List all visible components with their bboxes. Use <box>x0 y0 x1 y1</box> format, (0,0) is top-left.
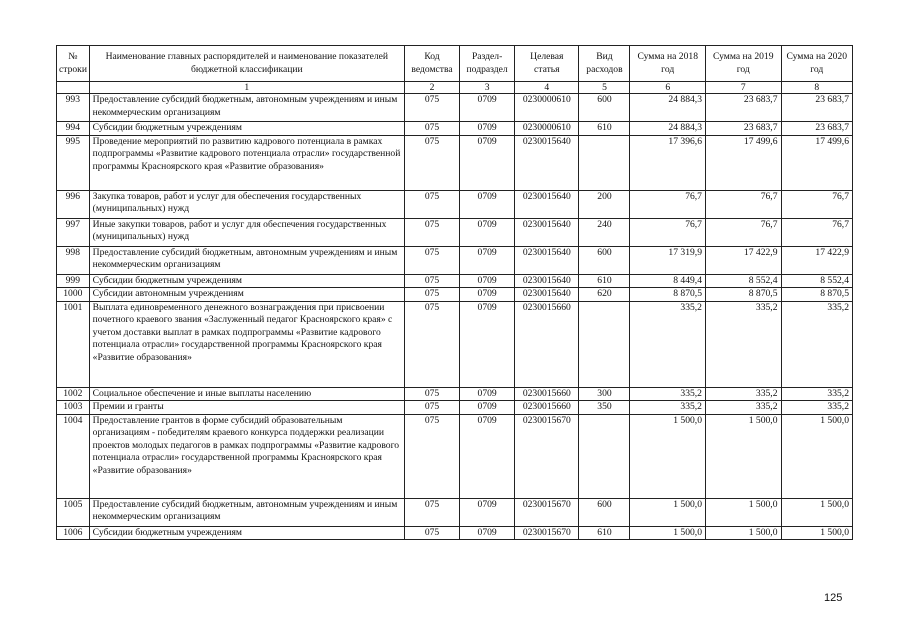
row-number: 997 <box>57 218 90 246</box>
row-sum-2019: 23 683,7 <box>705 122 781 136</box>
row-section: 0709 <box>460 498 515 526</box>
row-name: Предоставление субсидий бюджетным, автономным учреждениям и иным некоммерческим организациям <box>89 246 404 274</box>
row-number: 995 <box>57 135 90 190</box>
row-target: 0230015670 <box>515 498 579 526</box>
row-name: Предоставление субсидий бюджетным, автономным учреждениям и иным некоммерческим организациям <box>89 498 404 526</box>
row-sum-2019: 17 499,6 <box>705 135 781 190</box>
row-sum-2018: 1 500,0 <box>630 498 706 526</box>
row-sum-2019: 1 500,0 <box>705 498 781 526</box>
row-number: 1000 <box>57 288 90 302</box>
row-sum-2019: 335,2 <box>705 401 781 415</box>
row-number: 1005 <box>57 498 90 526</box>
row-sum-2018: 76,7 <box>630 190 706 218</box>
table-row <box>57 401 853 415</box>
row-sum-2018: 8 870,5 <box>630 288 706 302</box>
row-sum-2018: 335,2 <box>630 401 706 415</box>
row-section: 0709 <box>460 246 515 274</box>
row-exp-type <box>579 301 630 387</box>
row-section: 0709 <box>460 135 515 190</box>
row-sum-2019: 335,2 <box>705 301 781 387</box>
row-name: Субсидии автономным учреждениям <box>89 288 404 302</box>
row-sum-2020: 335,2 <box>781 401 853 415</box>
row-sum-2018: 1 500,0 <box>630 526 706 540</box>
row-target: 0230000610 <box>515 122 579 136</box>
row-sum-2018: 24 884,3 <box>630 122 706 136</box>
column-number: 4 <box>515 82 579 94</box>
column-number-row <box>57 82 853 94</box>
table-row <box>57 246 853 274</box>
row-exp-type: 600 <box>579 246 630 274</box>
row-name: Проведение мероприятий по развитию кадрового потенциала в рамках подпрограммы «Развитие кадрового потенциала отрасли» государственной программы Красноярского края «Развитие образования» <box>89 135 404 190</box>
row-exp-type: 620 <box>579 288 630 302</box>
row-exp-type: 300 <box>579 387 630 401</box>
row-sum-2020: 23 683,7 <box>781 122 853 136</box>
row-sum-2020: 1 500,0 <box>781 414 853 498</box>
header-section: Раздел-подраздел <box>460 46 515 82</box>
row-sum-2018: 24 884,3 <box>630 94 706 122</box>
column-number <box>57 82 90 94</box>
row-section: 0709 <box>460 414 515 498</box>
row-exp-type: 600 <box>579 498 630 526</box>
row-target: 0230015640 <box>515 288 579 302</box>
row-dept-code: 075 <box>404 414 459 498</box>
table-row <box>57 190 853 218</box>
row-exp-type: 600 <box>579 94 630 122</box>
header-target: Целевая статья <box>515 46 579 82</box>
row-dept-code: 075 <box>404 274 459 288</box>
row-target: 0230015660 <box>515 387 579 401</box>
row-target: 0230015640 <box>515 135 579 190</box>
row-target: 0230015660 <box>515 301 579 387</box>
row-dept-code: 075 <box>404 288 459 302</box>
row-number: 1003 <box>57 401 90 415</box>
row-target: 0230015660 <box>515 401 579 415</box>
row-name: Субсидии бюджетным учреждениям <box>89 122 404 136</box>
row-target: 0230015670 <box>515 526 579 540</box>
header-dept-code: Код ведомства <box>404 46 459 82</box>
header-exp-type: Вид расходов <box>579 46 630 82</box>
header-row-number: № строки <box>57 46 90 82</box>
row-name: Предоставление грантов в форме субсидий образовательным организациям - победителям краевого конкурса поддержки реализации проектов молодых педагогов в рамках подпрограммы «Развитие кадрового потенциала отрасли» государственной программы Красноярского края «Развитие образования» <box>89 414 404 498</box>
row-exp-type <box>579 414 630 498</box>
row-dept-code: 075 <box>404 401 459 415</box>
row-exp-type: 350 <box>579 401 630 415</box>
row-target: 0230015640 <box>515 246 579 274</box>
table-row <box>57 387 853 401</box>
row-sum-2020: 1 500,0 <box>781 498 853 526</box>
column-number: 1 <box>89 82 404 94</box>
row-sum-2019: 335,2 <box>705 387 781 401</box>
budget-table <box>56 45 853 540</box>
table-row <box>57 122 853 136</box>
table-row <box>57 94 853 122</box>
row-section: 0709 <box>460 190 515 218</box>
header-sum-2020: Сумма на 2020 год <box>781 46 853 82</box>
table-row <box>57 288 853 302</box>
row-target: 0230000610 <box>515 94 579 122</box>
row-sum-2018: 8 449,4 <box>630 274 706 288</box>
row-exp-type: 610 <box>579 526 630 540</box>
row-number: 1002 <box>57 387 90 401</box>
table-row <box>57 498 853 526</box>
header-sum-2018: Сумма на 2018 год <box>630 46 706 82</box>
row-name: Иные закупки товаров, работ и услуг для обеспечения государственных (муниципальных) нужд <box>89 218 404 246</box>
row-sum-2019: 76,7 <box>705 190 781 218</box>
row-section: 0709 <box>460 274 515 288</box>
row-name: Социальное обеспечение и иные выплаты населению <box>89 387 404 401</box>
column-number: 2 <box>404 82 459 94</box>
row-name: Выплата единовременного денежного вознаграждения при присвоении почетного краевого звания «Заслуженный педагог Красноярского края» с учетом доставки выплат в рамках подпрограммы «Развитие кадрового потенциала отрасли» государственной программы Красноярского края «Развитие образования» <box>89 301 404 387</box>
column-number: 5 <box>579 82 630 94</box>
table-row <box>57 218 853 246</box>
row-name: Субсидии бюджетным учреждениям <box>89 274 404 288</box>
row-number: 996 <box>57 190 90 218</box>
column-number: 7 <box>705 82 781 94</box>
row-section: 0709 <box>460 301 515 387</box>
row-sum-2019: 17 422,9 <box>705 246 781 274</box>
row-sum-2020: 76,7 <box>781 218 853 246</box>
row-dept-code: 075 <box>404 190 459 218</box>
row-sum-2018: 76,7 <box>630 218 706 246</box>
row-section: 0709 <box>460 526 515 540</box>
row-dept-code: 075 <box>404 387 459 401</box>
row-number: 994 <box>57 122 90 136</box>
header-sum-2019: Сумма на 2019 год <box>705 46 781 82</box>
table-header-row <box>57 46 853 82</box>
row-section: 0709 <box>460 387 515 401</box>
row-sum-2020: 8 870,5 <box>781 288 853 302</box>
row-number: 998 <box>57 246 90 274</box>
row-sum-2019: 8 870,5 <box>705 288 781 302</box>
page-number: 125 <box>824 592 843 604</box>
row-exp-type: 610 <box>579 122 630 136</box>
row-number: 1004 <box>57 414 90 498</box>
row-sum-2018: 17 319,9 <box>630 246 706 274</box>
table-row <box>57 274 853 288</box>
row-sum-2019: 8 552,4 <box>705 274 781 288</box>
row-exp-type <box>579 135 630 190</box>
row-number: 993 <box>57 94 90 122</box>
row-target: 0230015640 <box>515 218 579 246</box>
row-sum-2020: 23 683,7 <box>781 94 853 122</box>
table-row <box>57 526 853 540</box>
row-sum-2020: 335,2 <box>781 301 853 387</box>
row-dept-code: 075 <box>404 301 459 387</box>
row-target: 0230015640 <box>515 274 579 288</box>
row-sum-2018: 335,2 <box>630 301 706 387</box>
row-sum-2020: 335,2 <box>781 387 853 401</box>
row-section: 0709 <box>460 218 515 246</box>
row-target: 0230015670 <box>515 414 579 498</box>
row-sum-2018: 335,2 <box>630 387 706 401</box>
row-dept-code: 075 <box>404 498 459 526</box>
table-row <box>57 301 853 387</box>
header-name: Наименование главных распорядителей и наименование показателей бюджетной классификации <box>89 46 404 82</box>
row-name: Субсидии бюджетным учреждениям <box>89 526 404 540</box>
row-section: 0709 <box>460 94 515 122</box>
row-section: 0709 <box>460 122 515 136</box>
column-number: 8 <box>781 82 853 94</box>
row-dept-code: 075 <box>404 135 459 190</box>
row-name: Предоставление субсидий бюджетным, автономным учреждениям и иным некоммерческим организациям <box>89 94 404 122</box>
table-row <box>57 414 853 498</box>
row-exp-type: 610 <box>579 274 630 288</box>
row-dept-code: 075 <box>404 122 459 136</box>
row-sum-2019: 76,7 <box>705 218 781 246</box>
row-number: 1006 <box>57 526 90 540</box>
row-sum-2020: 8 552,4 <box>781 274 853 288</box>
row-target: 0230015640 <box>515 190 579 218</box>
row-dept-code: 075 <box>404 94 459 122</box>
row-section: 0709 <box>460 401 515 415</box>
row-dept-code: 075 <box>404 246 459 274</box>
table-row <box>57 135 853 190</box>
row-sum-2019: 1 500,0 <box>705 414 781 498</box>
column-number: 6 <box>630 82 706 94</box>
table-body <box>57 94 853 540</box>
column-number: 3 <box>460 82 515 94</box>
row-number: 1001 <box>57 301 90 387</box>
row-sum-2019: 23 683,7 <box>705 94 781 122</box>
row-sum-2020: 76,7 <box>781 190 853 218</box>
row-number: 999 <box>57 274 90 288</box>
row-dept-code: 075 <box>404 218 459 246</box>
row-section: 0709 <box>460 288 515 302</box>
row-exp-type: 240 <box>579 218 630 246</box>
row-name: Премии и гранты <box>89 401 404 415</box>
row-sum-2020: 17 422,9 <box>781 246 853 274</box>
row-sum-2020: 1 500,0 <box>781 526 853 540</box>
row-sum-2018: 17 396,6 <box>630 135 706 190</box>
row-sum-2019: 1 500,0 <box>705 526 781 540</box>
row-name: Закупка товаров, работ и услуг для обеспечения государственных (муниципальных) нужд <box>89 190 404 218</box>
row-dept-code: 075 <box>404 526 459 540</box>
row-sum-2020: 17 499,6 <box>781 135 853 190</box>
row-sum-2018: 1 500,0 <box>630 414 706 498</box>
row-exp-type: 200 <box>579 190 630 218</box>
